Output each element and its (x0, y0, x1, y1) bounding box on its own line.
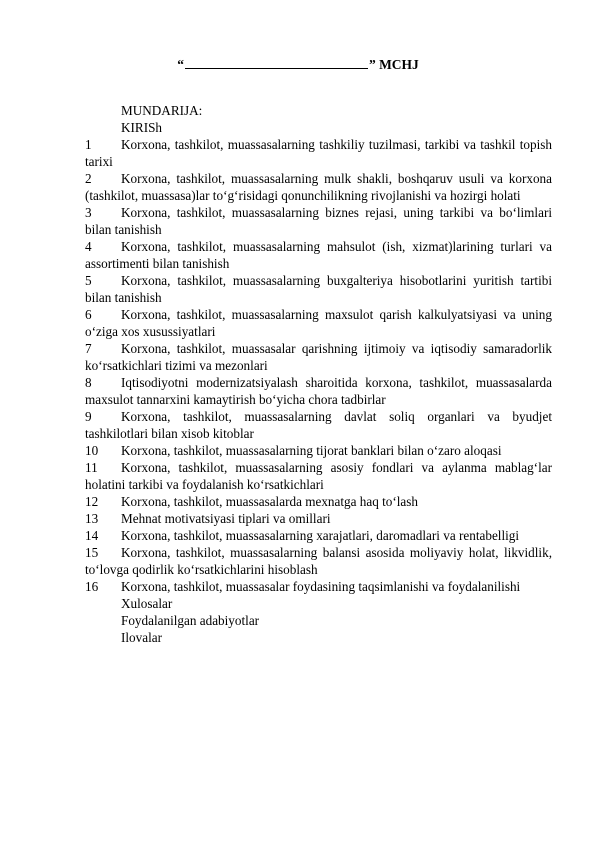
toc-item (85, 442, 552, 459)
toc-item-text: Korxona, tashkilot, muassasalarning tijorat banklari bilan o‘zaro aloqasi (121, 443, 502, 458)
table-of-contents (85, 102, 552, 646)
company-type: MCHJ (379, 57, 419, 72)
toc-item-number: 5 (85, 273, 92, 288)
toc-item-number: 10 (85, 443, 99, 458)
toc-item-text: Korxona, tashkilot, muassasalarning davlat soliq organlari va byudjet tashkilotlari bilan xisob kitoblar (85, 409, 552, 441)
toc-item (85, 578, 552, 595)
toc-item (85, 527, 552, 544)
toc-item-number: 8 (85, 375, 92, 390)
document-title (0, 57, 596, 73)
toc-item-text: Iqtisodiyotni modernizatsiyalash sharoitida korxona, tashkilot, muassasalarda maxsulot tannarxini kamaytirish bo‘yicha chora tadbirlar (85, 375, 552, 407)
toc-item-number: 4 (85, 239, 92, 254)
toc-item-number: 6 (85, 307, 92, 322)
toc-item-number: 1 (85, 137, 92, 152)
toc-heading: MUNDARIJA: (121, 103, 203, 118)
toc-item (85, 272, 552, 306)
toc-item-text: Korxona, tashkilot, muassasalarning maxsulot qarish kalkulyatsiyasi va uning o‘ziga xos xusussiyatlari (85, 307, 552, 339)
toc-intro: KIRISh (121, 120, 163, 135)
toc-item-number: 2 (85, 171, 92, 186)
toc-item-text: Korxona, tashkilot, muassasalarda mexnatga haq to‘lash (121, 494, 419, 509)
close-quote: ” (368, 57, 376, 72)
toc-item-text: Korxona, tashkilot, muassasalarning asosiy fondlari va aylanma mablag‘lar holatini tarkibi va foydalanish ko‘rsatkichlari (85, 460, 552, 492)
toc-item-number: 15 (85, 545, 99, 560)
toc-item (85, 204, 552, 238)
toc-item-number: 9 (85, 409, 92, 424)
toc-item-text: Korxona, tashkilot, muassasalarning mahsulot (ish, xizmat)larining turlari va assortimenti bilan tanishish (85, 239, 552, 271)
toc-item-text: Korxona, tashkilot, muassasalarning balansi asosida moliyaviy holat, likvidlik, to‘lovga qodirlik ko‘rsatkichlarini hisoblash (85, 545, 552, 577)
toc-item-text: Mehnat motivatsiyasi tiplari va omillari (121, 511, 331, 526)
toc-item-text: Korxona, tashkilot, muassasalar qarishning ijtimoiy va iqtisodiy samaradorlik ko‘rsatkichlari tizimi va mezonlari (85, 341, 552, 373)
toc-item (85, 374, 552, 408)
toc-item-text: Korxona, tashkilot, muassasalarning tashkiliy tuzilmasi, tarkibi va tashkil topish tarixi (85, 137, 552, 169)
toc-item (85, 408, 552, 442)
toc-item (85, 544, 552, 578)
toc-item-number: 13 (85, 511, 99, 526)
toc-item-number: 11 (85, 460, 98, 475)
toc-item (85, 493, 552, 510)
toc-references: Foydalanilgan adabiyotlar (121, 613, 260, 628)
company-name-blank (185, 57, 368, 69)
toc-item-number: 16 (85, 579, 99, 594)
toc-item-text: Korxona, tashkilot, muassasalarning xarajatlari, daromadlari va rentabelligi (121, 528, 520, 543)
toc-item-number: 14 (85, 528, 99, 543)
toc-appendices: Ilovalar (121, 630, 163, 645)
toc-item-text: Korxona, tashkilot, muassasalarning biznes rejasi, uning tarkibi va bo‘limlari bilan tanishish (85, 205, 552, 237)
toc-item (85, 306, 552, 340)
toc-item-number: 3 (85, 205, 92, 220)
toc-item (85, 238, 552, 272)
toc-item (85, 170, 552, 204)
toc-item-text: Korxona, tashkilot, muassasalar foydasining taqsimlanishi va foydalanilishi (121, 579, 521, 594)
toc-item (85, 510, 552, 527)
toc-item (85, 459, 552, 493)
toc-conclusion: Xulosalar (121, 596, 173, 611)
toc-item-number: 12 (85, 494, 99, 509)
toc-item-text: Korxona, tashkilot, muassasalarning mulk shakli, boshqaruv usuli va korxona (tashkilot, muassasa)lar to‘g‘risidagi qonunchilikning rivojlanishi va hozirgi holati (85, 171, 552, 203)
toc-item (85, 340, 552, 374)
open-quote: “ (177, 57, 184, 72)
toc-item (85, 136, 552, 170)
toc-item-number: 7 (85, 341, 92, 356)
toc-item-text: Korxona, tashkilot, muassasalarning buxgalteriya hisobotlarini yuritish tartibi bilan tanishish (85, 273, 552, 305)
